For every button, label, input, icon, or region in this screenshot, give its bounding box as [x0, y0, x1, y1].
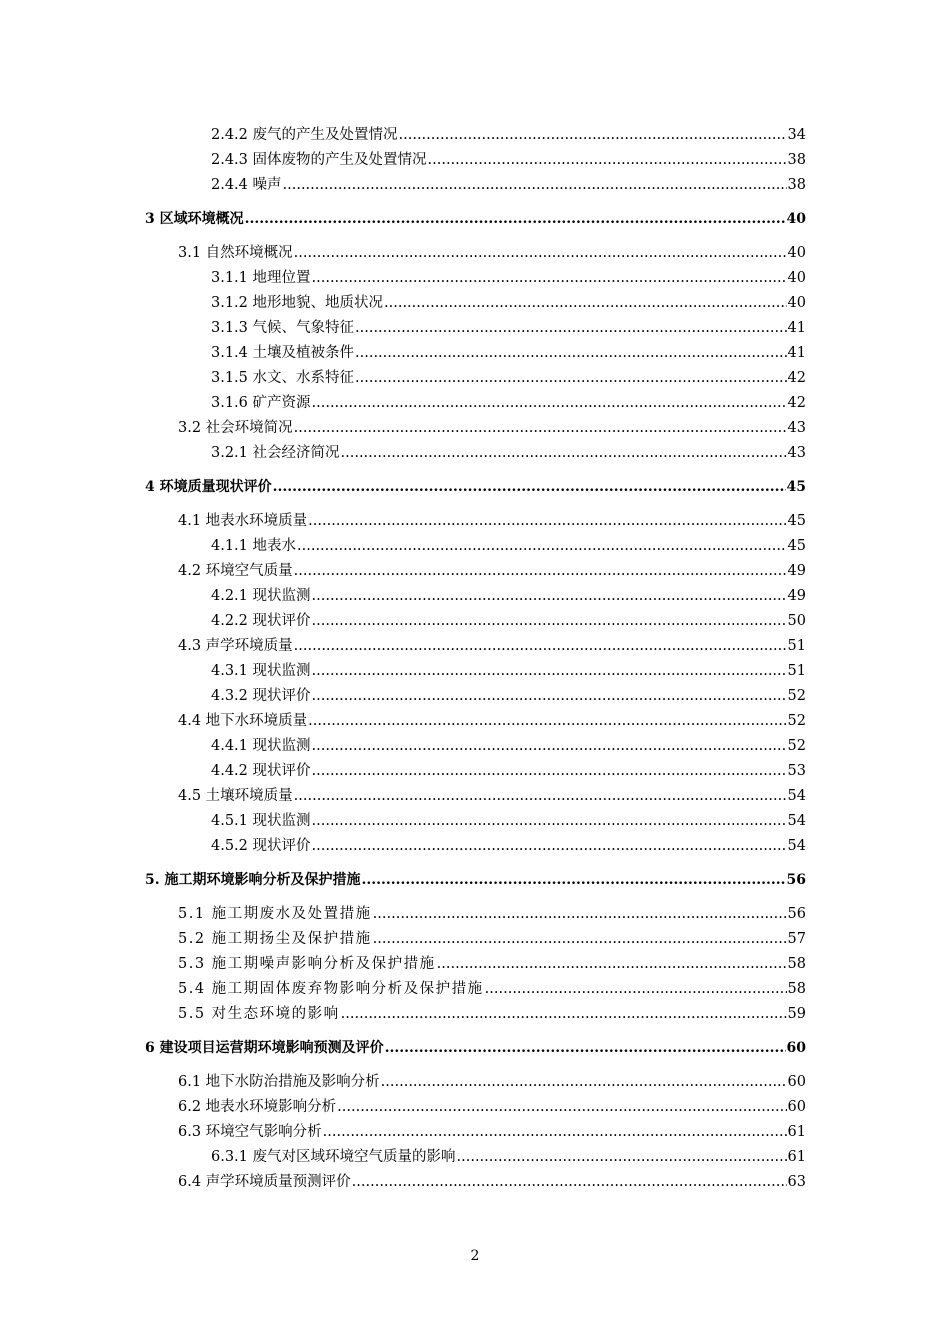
toc-entry-page: 54 — [787, 788, 806, 804]
toc-dot-leader — [312, 660, 787, 682]
toc-subsection-entry[interactable] — [211, 610, 806, 632]
toc-entry-title: 6.1 地下水防治措施及影响分析 — [178, 1074, 380, 1090]
toc-dot-leader — [297, 535, 787, 557]
toc-entry-page: 61 — [787, 1149, 806, 1165]
toc-entry-title: 4.4.2 现状评价 — [211, 763, 311, 779]
toc-section-entry[interactable] — [178, 710, 806, 732]
toc-entry-page: 60 — [787, 1099, 806, 1115]
toc-entry-title: 3.1.5 水文、水系特征 — [211, 370, 355, 386]
toc-entry-page: 60 — [787, 1074, 806, 1090]
toc-entry-title: 5. 施工期环境影响分析及保护措施 — [145, 872, 361, 888]
toc-entry-title: 2.4.3 固体废物的产生及处置情况 — [211, 152, 427, 168]
toc-entry-page: 63 — [787, 1174, 806, 1190]
toc-subsection-entry[interactable] — [211, 149, 806, 171]
toc-subsection-entry[interactable] — [211, 1146, 806, 1168]
toc-entry-title: 4 环境质量现状评价 — [145, 479, 272, 495]
toc-subsection-entry[interactable] — [211, 342, 806, 364]
toc-dot-leader — [323, 1121, 787, 1143]
toc-entry-title: 4.4 地下水环境质量 — [178, 713, 308, 729]
toc-entry-title: 3.1.1 地理位置 — [211, 270, 311, 286]
toc-entry-title: 5.4 施工期固体废弃物影响分析及保护措施 — [178, 981, 484, 997]
toc-entry-title: 4.5 土壤环境质量 — [178, 788, 293, 804]
toc-dot-leader — [312, 835, 787, 857]
toc-entry-title: 4.3.2 现状评价 — [211, 688, 311, 704]
toc-entry-page: 61 — [787, 1124, 806, 1140]
toc-entry-page: 40 — [787, 270, 806, 286]
toc-section-entry[interactable] — [178, 928, 806, 950]
toc-entry-page: 42 — [787, 395, 806, 411]
toc-subsection-entry[interactable] — [211, 810, 806, 832]
toc-entry-title: 4.5.1 现状监测 — [211, 813, 311, 829]
toc-entry-page: 53 — [787, 763, 806, 779]
toc-subsection-entry[interactable] — [211, 367, 806, 389]
toc-dot-leader — [312, 585, 787, 607]
toc-entry-title: 4.2.1 现状监测 — [211, 588, 311, 604]
toc-subsection-entry[interactable] — [211, 317, 806, 339]
toc-entry-page: 58 — [787, 981, 806, 997]
toc-entry-page: 52 — [787, 713, 806, 729]
toc-entry-page: 45 — [787, 538, 806, 554]
toc-dot-leader — [312, 267, 787, 289]
page-number: 2 — [470, 1248, 480, 1264]
toc-dot-leader — [362, 869, 786, 891]
toc-dot-leader — [337, 1096, 786, 1118]
toc-dot-leader — [312, 760, 787, 782]
toc-section-entry[interactable] — [178, 1121, 806, 1143]
toc-chapter-entry[interactable] — [145, 208, 806, 230]
toc-entry-page: 60 — [786, 1040, 806, 1056]
toc-dot-leader — [294, 785, 787, 807]
toc-dot-leader — [312, 685, 787, 707]
toc-entry-page: 58 — [787, 956, 806, 972]
toc-entry-title: 3.1.2 地形地貌、地质状况 — [211, 295, 384, 311]
toc-dot-leader — [341, 442, 787, 464]
toc-dot-leader — [283, 174, 787, 196]
toc-entry-title: 4.1.1 地表水 — [211, 538, 297, 554]
toc-dot-leader — [428, 149, 787, 171]
toc-dot-leader — [294, 635, 787, 657]
toc-subsection-entry[interactable] — [211, 174, 806, 196]
toc-entry-title: 5.1 施工期废水及处置措施 — [178, 906, 372, 922]
toc-entry-page: 41 — [787, 320, 806, 336]
toc-dot-leader — [373, 903, 787, 925]
toc-entry-title: 4.2 环境空气质量 — [178, 563, 293, 579]
toc-entry-page: 42 — [787, 370, 806, 386]
toc-subsection-entry[interactable] — [211, 292, 806, 314]
toc-subsection-entry[interactable] — [211, 267, 806, 289]
toc-dot-leader — [355, 342, 787, 364]
toc-entry-title: 5.3 施工期噪声影响分析及保护措施 — [178, 956, 436, 972]
toc-section-entry[interactable] — [178, 417, 806, 439]
toc-dot-leader — [312, 392, 787, 414]
toc-dot-leader — [312, 610, 787, 632]
toc-dot-leader — [308, 510, 786, 532]
toc-entry-title: 3.1.4 土壤及植被条件 — [211, 345, 355, 361]
toc-entry-page: 45 — [787, 513, 806, 529]
toc-dot-leader — [294, 417, 787, 439]
toc-section-entry[interactable] — [178, 635, 806, 657]
toc-dot-leader — [437, 953, 787, 975]
toc-dot-leader — [294, 242, 787, 264]
toc-dot-leader — [457, 1146, 787, 1168]
toc-entry-title: 6.2 地表水环境影响分析 — [178, 1099, 337, 1115]
toc-subsection-entry[interactable] — [211, 124, 806, 146]
toc-entry-page: 54 — [787, 838, 806, 854]
toc-dot-leader — [245, 208, 786, 230]
toc-section-entry[interactable] — [178, 953, 806, 975]
toc-dot-leader — [312, 810, 787, 832]
toc-subsection-entry[interactable] — [211, 392, 806, 414]
toc-entry-title: 3.2 社会环境简况 — [178, 420, 293, 436]
toc-entry-page: 38 — [787, 152, 806, 168]
toc-section-entry[interactable] — [178, 1096, 806, 1118]
toc-subsection-entry[interactable] — [211, 442, 806, 464]
toc-entry-title: 3 区域环境概况 — [145, 211, 244, 227]
toc-entry-page: 45 — [786, 479, 806, 495]
toc-entry-page: 52 — [787, 738, 806, 754]
toc-entry-title: 3.1.6 矿产资源 — [211, 395, 311, 411]
toc-entry-title: 4.3.1 现状监测 — [211, 663, 311, 679]
toc-entry-page: 57 — [787, 931, 806, 947]
toc-entry-page: 54 — [787, 813, 806, 829]
toc-entry-page: 49 — [787, 563, 806, 579]
toc-entry-title: 5.5 对生态环境的影响 — [178, 1006, 340, 1022]
toc-section-entry[interactable] — [178, 903, 806, 925]
toc-dot-leader — [399, 124, 787, 146]
toc-section-entry[interactable] — [178, 560, 806, 582]
toc-chapter-entry[interactable] — [145, 1037, 806, 1059]
toc-dot-leader — [273, 476, 786, 498]
toc-subsection-entry[interactable] — [211, 535, 806, 557]
toc-entry-page: 50 — [787, 613, 806, 629]
toc-entry-page: 41 — [787, 345, 806, 361]
toc-subsection-entry[interactable] — [211, 660, 806, 682]
toc-entry-title: 3.1.3 气候、气象特征 — [211, 320, 355, 336]
toc-dot-leader — [373, 928, 787, 950]
toc-entry-page: 59 — [787, 1006, 806, 1022]
toc-entry-title: 2.4.2 废气的产生及处置情况 — [211, 127, 398, 143]
toc-dot-leader — [385, 1037, 786, 1059]
toc-dot-leader — [381, 1071, 787, 1093]
toc-section-entry[interactable] — [178, 1071, 806, 1093]
toc-dot-leader — [341, 1003, 787, 1025]
toc-entry-title: 4.4.1 现状监测 — [211, 738, 311, 754]
toc-section-entry[interactable] — [178, 242, 806, 264]
toc-entry-title: 4.1 地表水环境质量 — [178, 513, 308, 529]
toc-chapter-entry[interactable] — [145, 869, 806, 891]
toc-entry-title: 6.3 环境空气影响分析 — [178, 1124, 322, 1140]
toc-entry-page: 40 — [787, 245, 806, 261]
toc-entry-title: 5.2 施工期扬尘及保护措施 — [178, 931, 372, 947]
toc-subsection-entry[interactable] — [211, 685, 806, 707]
toc-section-entry[interactable] — [178, 785, 806, 807]
toc-entry-page: 51 — [787, 663, 806, 679]
toc-entry-title: 2.4.4 噪声 — [211, 177, 282, 193]
toc-subsection-entry[interactable] — [211, 735, 806, 757]
toc-dot-leader — [312, 735, 787, 757]
toc-entry-page: 34 — [787, 127, 806, 143]
toc-section-entry[interactable] — [178, 1171, 806, 1193]
toc-chapter-entry[interactable] — [145, 476, 806, 498]
toc-entry-page: 38 — [787, 177, 806, 193]
toc-entry-title: 6.3.1 废气对区域环境空气质量的影响 — [211, 1149, 456, 1165]
toc-entry-page: 56 — [786, 872, 806, 888]
toc-entry-page: 43 — [787, 445, 806, 461]
toc-entry-title: 4.2.2 现状评价 — [211, 613, 311, 629]
toc-dot-leader — [355, 317, 787, 339]
toc-dot-leader — [384, 292, 787, 314]
toc-section-entry[interactable] — [178, 1003, 806, 1025]
toc-entry-title: 6.4 声学环境质量预测评价 — [178, 1174, 351, 1190]
toc-dot-leader — [308, 710, 786, 732]
toc-subsection-entry[interactable] — [211, 835, 806, 857]
toc-dot-leader — [485, 978, 787, 1000]
toc-dot-leader — [294, 560, 787, 582]
toc-section-entry[interactable] — [178, 978, 806, 1000]
toc-entry-page: 52 — [787, 688, 806, 704]
toc-subsection-entry[interactable] — [211, 760, 806, 782]
toc-entry-page: 51 — [787, 638, 806, 654]
toc-entry-page: 49 — [787, 588, 806, 604]
toc-entry-title: 3.2.1 社会经济简况 — [211, 445, 340, 461]
toc-entry-title: 4.5.2 现状评价 — [211, 838, 311, 854]
toc-entry-page: 40 — [786, 211, 806, 227]
toc-subsection-entry[interactable] — [211, 585, 806, 607]
toc-entry-page: 40 — [787, 295, 806, 311]
toc-dot-leader — [355, 367, 787, 389]
toc-entry-title: 3.1 自然环境概况 — [178, 245, 293, 261]
toc-dot-leader — [352, 1171, 787, 1193]
toc-entry-title: 4.3 声学环境质量 — [178, 638, 293, 654]
toc-section-entry[interactable] — [178, 510, 806, 532]
toc-entry-page: 56 — [787, 906, 806, 922]
toc-entry-title: 6 建设项目运营期环境影响预测及评价 — [145, 1040, 384, 1056]
toc-entry-page: 43 — [787, 420, 806, 436]
